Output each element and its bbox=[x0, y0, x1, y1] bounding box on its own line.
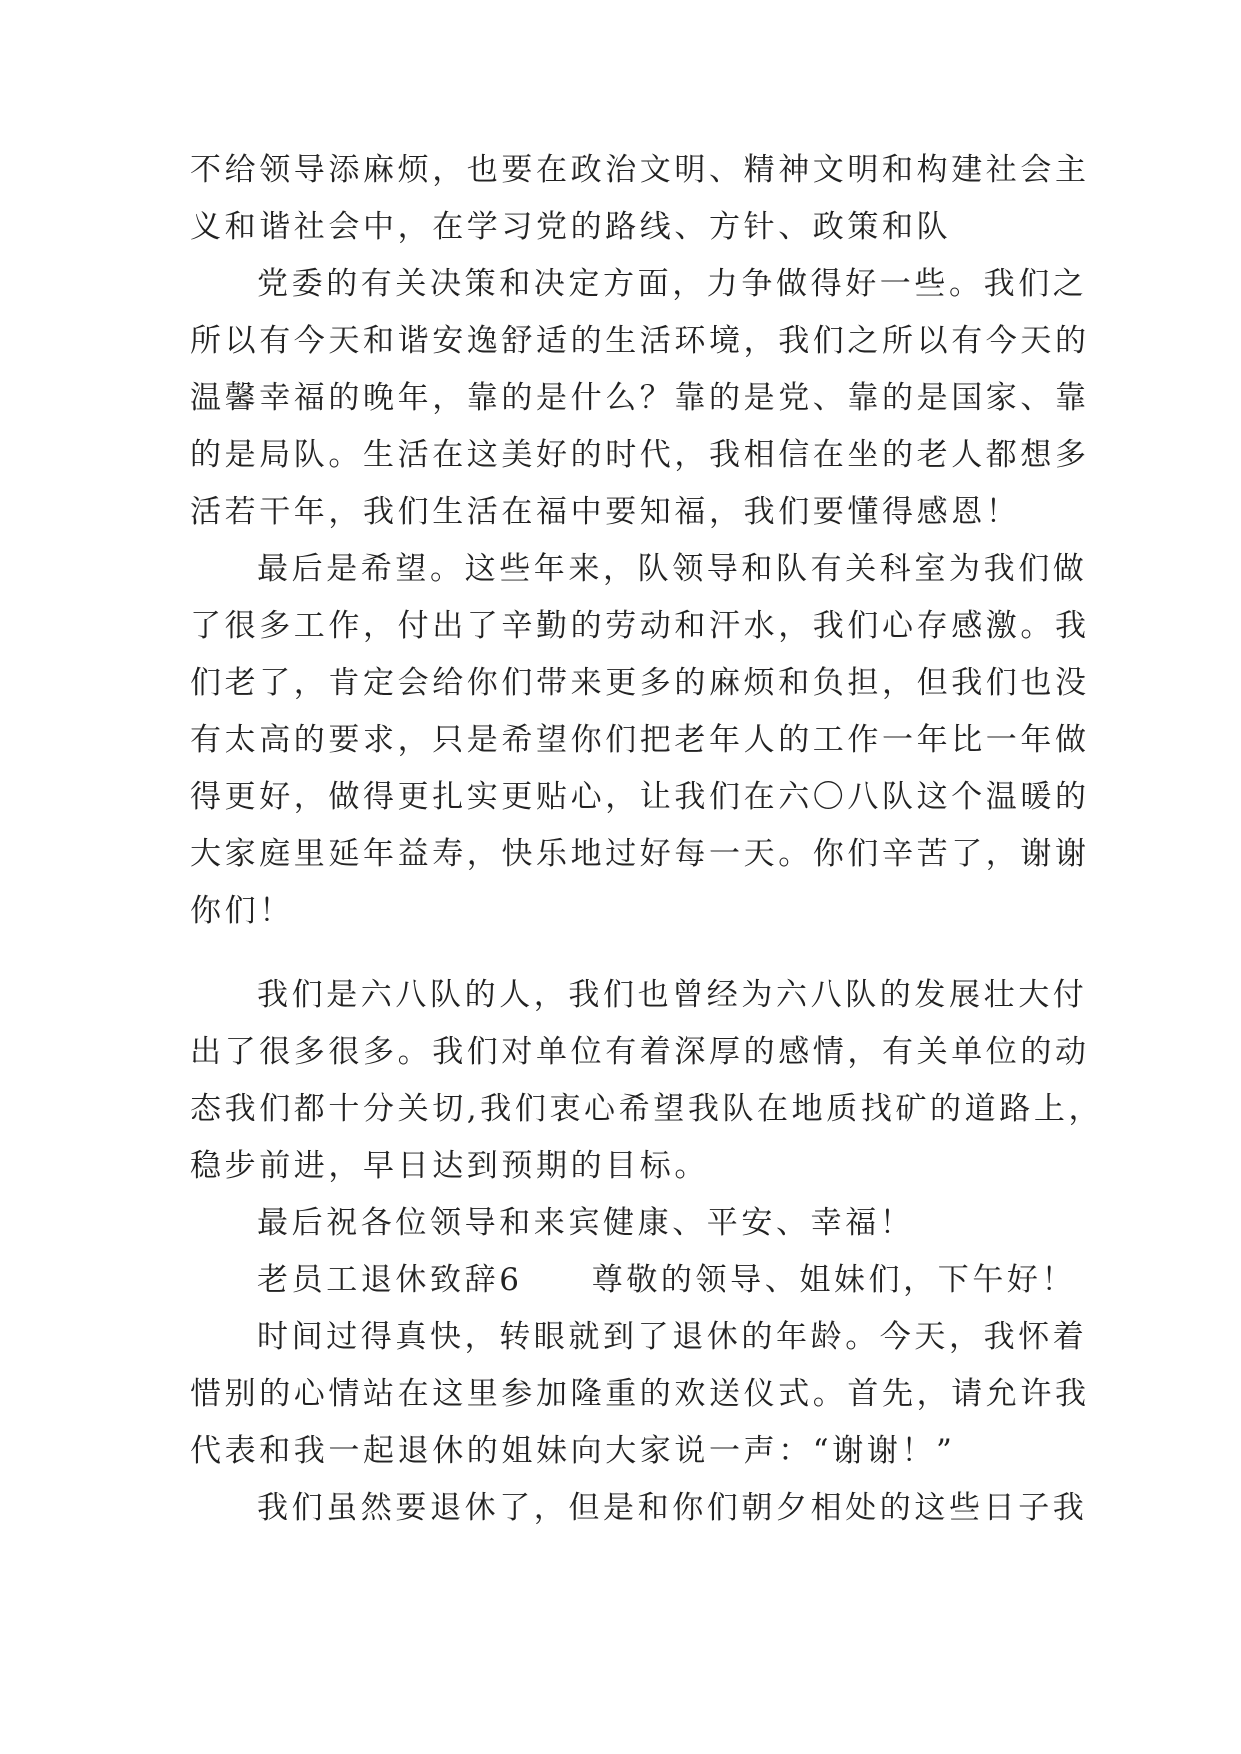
text-line: 有太高的要求，只是希望你们把老年人的工作一年比一年做 bbox=[190, 722, 1090, 758]
text-line: 党委的有关决策和决定方面，力争做得好一些。我们之 bbox=[257, 266, 1088, 302]
text-line: 义和谐社会中，在学习党的路线、方针、政策和队 bbox=[190, 209, 952, 245]
text-line: 得更好，做得更扎实更贴心，让我们在六〇八队这个温暖的 bbox=[190, 779, 1090, 815]
text-line: 们老了，肯定会给你们带来更多的麻烦和负担，但我们也没 bbox=[190, 665, 1090, 701]
text-line: 不给领导添麻烦，也要在政治文明、精神文明和构建社会主 bbox=[190, 152, 1090, 188]
text-line: 时间过得真快，转眼就到了退休的年龄。今天，我怀着 bbox=[257, 1319, 1088, 1355]
text-line: 所以有今天和谐安逸舒适的生活环境，我们之所以有今天的 bbox=[190, 323, 1090, 359]
text-line: 你们！ bbox=[190, 893, 294, 929]
text-line: 了很多工作，付出了辛勤的劳动和汗水，我们心存感激。我 bbox=[190, 608, 1090, 644]
text-line: 温馨幸福的晚年，靠的是什么？靠的是党、靠的是国家、靠 bbox=[190, 380, 1090, 416]
text-line: 代表和我一起退休的姐妹向大家说一声：“谢谢！” bbox=[190, 1433, 956, 1469]
text-line: 我们是六八队的人，我们也曾经为六八队的发展壮大付 bbox=[257, 977, 1088, 1013]
text-line: 最后祝各位领导和来宾健康、平安、幸福！ bbox=[257, 1205, 915, 1241]
text-line: 最后是希望。这些年来，队领导和队有关科室为我们做 bbox=[257, 551, 1088, 587]
text-line: 大家庭里延年益寿，快乐地过好每一天。你们辛苦了，谢谢 bbox=[190, 836, 1090, 872]
text-line: 惜别的心情站在这里参加隆重的欢送仪式。首先，请允许我 bbox=[190, 1376, 1090, 1412]
text-line: 稳步前进，早日达到预期的目标。 bbox=[190, 1148, 709, 1184]
text-line: 出了很多很多。我们对单位有着深厚的感情，有关单位的动 bbox=[190, 1034, 1090, 1070]
text-line: 态我们都十分关切,我们衷心希望我队在地质找矿的道路上， bbox=[190, 1091, 1104, 1127]
text-line: 的是局队。生活在这美好的时代，我相信在坐的老人都想多 bbox=[190, 437, 1090, 473]
text-line: 我们虽然要退休了，但是和你们朝夕相处的这些日子我 bbox=[257, 1490, 1088, 1526]
text-line: 老员工退休致辞6 尊敬的领导、姐妹们，下午好！ bbox=[257, 1262, 1077, 1298]
text-line: 活若干年，我们生活在福中要知福，我们要懂得感恩！ bbox=[190, 494, 1021, 530]
